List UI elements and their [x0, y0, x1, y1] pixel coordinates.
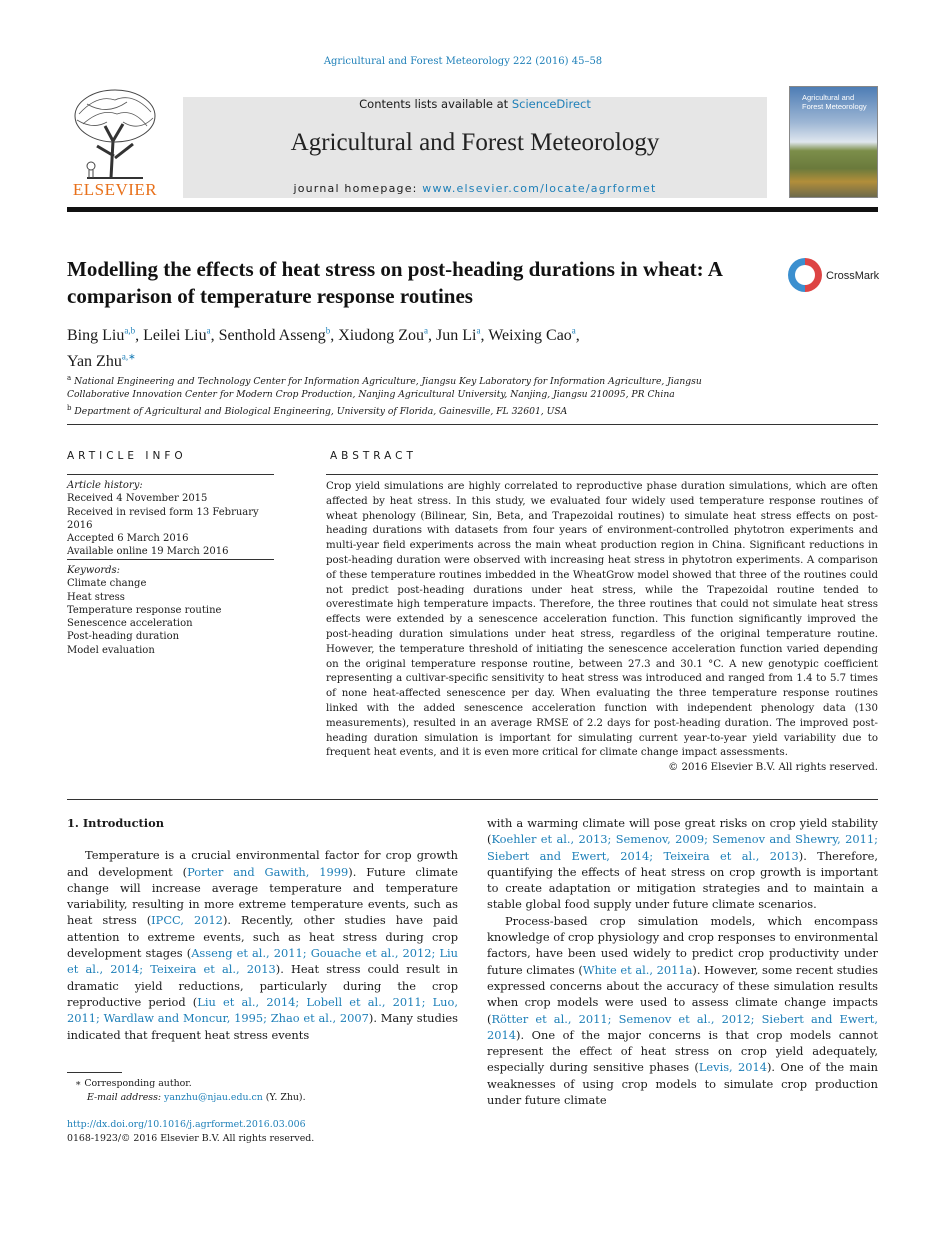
- author-affiliation-mark[interactable]: a: [424, 326, 429, 336]
- elsevier-tree-icon: [67, 86, 163, 182]
- abstract-copyright: © 2016 Elsevier B.V. All rights reserved.: [668, 762, 878, 773]
- affiliation-text: Department of Agricultural and Biological Engineering, University of Florida, Gainesville, FL 32601, USA: [74, 405, 568, 417]
- paragraph-text: ). Many studies indicated that frequent heat stress events: [67, 1011, 459, 1042]
- keyword-item: Post-heading duration: [67, 631, 180, 643]
- elsevier-wordmark: ELSEVIER: [72, 180, 158, 199]
- affiliation-item: [67, 402, 767, 418]
- author-separator: ,: [330, 327, 339, 345]
- email-link[interactable]: yanzhu@njau.edu.cn: [164, 1091, 263, 1103]
- paragraph-text: with a warming climate will pose great risks on crop yield stability (: [487, 816, 878, 847]
- author-affiliation-mark[interactable]: b: [325, 326, 331, 336]
- author-affiliation-mark[interactable]: a,b: [124, 326, 136, 336]
- author-name[interactable]: Weixing Cao: [488, 327, 572, 345]
- citation-link[interactable]: Rötter et al., 2011; Semenov et al., 2012; Siebert and Ewert, 2014: [487, 1011, 878, 1042]
- divider: [67, 559, 274, 560]
- affiliation-mark: b: [67, 403, 72, 412]
- homepage-link[interactable]: www.elsevier.com/locate/agrformet: [422, 182, 657, 195]
- keyword-item: Model evaluation: [67, 644, 155, 656]
- intro-paragraph: [67, 847, 458, 1043]
- author: [67, 327, 143, 344]
- author-name[interactable]: Bing Liu: [67, 327, 125, 345]
- author-separator: ,: [135, 327, 144, 345]
- history-item: Accepted 6 March 2016: [67, 533, 189, 545]
- doi-link[interactable]: http://dx.doi.org/10.1016/j.agrformet.2016.03.006: [67, 1119, 306, 1130]
- history-item: Received 4 November 2015: [67, 493, 208, 505]
- crossmark-badge[interactable]: [788, 258, 882, 294]
- corresponding-author-note: ∗ Corresponding author.: [75, 1078, 192, 1089]
- footnote-rule: [67, 1072, 122, 1073]
- citation-link[interactable]: Levis, 2014: [698, 1060, 767, 1075]
- intro-paragraph: [487, 815, 878, 913]
- history-label: Article history:: [67, 480, 143, 491]
- footnote: [67, 1077, 458, 1104]
- citation-link[interactable]: Porter and Gawith, 1999: [187, 864, 349, 879]
- paragraph-text: Temperature is a crucial environmental factor for crop growth and development (: [67, 848, 458, 879]
- paragraph-text: ). Future climate change will increase average temperature and temperature variability, resulting in more extreme temperature events, such as heat stress (: [67, 864, 458, 928]
- paragraph-text: ). Recently, other studies have paid attention to extreme events, such as heat stress during crop development stages (: [67, 913, 458, 961]
- author-affiliation-mark[interactable]: a: [476, 326, 481, 336]
- crossmark-icon: [788, 258, 822, 292]
- author: [488, 327, 580, 344]
- homepage-line: [183, 182, 767, 195]
- article-title: Modelling the effects of heat stress on post-heading durations in wheat: A comparison of temperature response routines: [67, 257, 722, 308]
- affiliation-item: [67, 372, 767, 402]
- keywords-label: Keywords:: [67, 565, 121, 576]
- author-separator: ,: [210, 327, 219, 345]
- journal-cover-image[interactable]: [789, 86, 878, 198]
- email-line: [67, 1091, 458, 1105]
- journal-banner: [183, 97, 767, 198]
- divider: [67, 424, 878, 425]
- history-item: Received in revised form 13 February 2016: [67, 506, 259, 531]
- author-separator: ,: [480, 327, 489, 345]
- abstract-heading: ABSTRACT: [330, 450, 417, 462]
- doi-block: [67, 1118, 458, 1145]
- body-column-right: [487, 815, 878, 1108]
- elsevier-logo: [67, 86, 163, 198]
- header-rule: [67, 207, 878, 212]
- author-list: [67, 321, 707, 372]
- author-affiliation-mark[interactable]: a: [206, 326, 211, 336]
- paragraph-text: ). Therefore, quantifying the effects of heat stress on crop growth is important to create adaptation or mitigation strategies and to maintain a stable global food supply under future climate scenarios.: [487, 848, 878, 912]
- article-info-heading: ARTICLE INFO: [67, 450, 187, 462]
- crossmark-label: CrossMark: [826, 270, 880, 282]
- affiliation-mark: a: [67, 374, 72, 382]
- abstract-text: Crop yield simulations are highly correlated to reproductive phase duration simulations, which are often affected by heat stress. In this study, we evaluated four widely used temperature response routines of wheat phenology (Bilinear, Sin, Beta, and Trapezoidal routines) to simulate heat stress effects on post-heading durations with datasets from four years of environment-controlled phytotron experiments and multi-year field experiments across the main wheat production region in China. Significant reductions in post-heading duration were observed with increasing heat stress in phytotron experiments. A comparison of these temperature routines imbedded in the WheatGrow model showed that three of the routines could not predict post-heading durations under heat stress, while the Trapezoidal routine tended to overestimate high temperature impacts. Therefore, the three routines that could not simulate heat stress effects were extended by a senescence acceleration function. This function significantly improved the post-heading duration simulations under heat stress, regardless of the original temperature routine. However, the temperature threshold of initiating the senescence acceleration function varied depending on the original temperature response routine, between 27.3 and 30.1 °C. A new genotypic coefficient representing a cultivar-specific sensitivity to heat stress was introduced and ranged from 1.4 to 5.7 times of none heat-affected senescence per day. When evaluating the three temperature response routines linked with the added senescence acceleration function with independent phenology data (130 measurements), resulted in an average RMSE of 2.2 days for post-heading duration. The improved post-heading duration simulation is important for simulating current year-to-year yield variability due to frequent heat events, and it is even more critical for climate change impact assessments.: [326, 481, 878, 759]
- author: [143, 327, 219, 344]
- author: [436, 327, 488, 344]
- email-suffix: (Y. Zhu).: [262, 1091, 306, 1103]
- paragraph-text: ). One of the main weaknesses of using crop models to simulate crop production under future climate: [487, 1060, 878, 1108]
- keyword-item: Senescence acceleration: [67, 618, 193, 630]
- contents-prefix: Contents lists available at: [359, 97, 512, 111]
- citation-link[interactable]: White et al., 2011a: [582, 962, 693, 977]
- affiliation-text: National Engineering and Technology Center for Information Agriculture, Jiangsu Key Laboratory for Information Agriculture, Jiangsu Collaborative Innovation Center for Modern Crop Production, Nanjing Agricultural University, Nanjing, Jiangsu 210095, PR China: [67, 376, 702, 401]
- journal-citation[interactable]: Agricultural and Forest Meteorology 222 (2016) 45–58: [323, 56, 603, 67]
- section-heading: 1. Introduction: [67, 816, 164, 830]
- divider: [326, 474, 878, 475]
- cover-title: Agricultural and Forest Meteorology: [802, 93, 867, 111]
- journal-header: [67, 86, 878, 208]
- author-separator: ,: [575, 327, 580, 345]
- contents-line: [183, 97, 767, 111]
- author: [219, 327, 339, 344]
- keyword-item: Climate change: [67, 578, 147, 590]
- divider: [67, 799, 878, 800]
- author-name[interactable]: Senthold Asseng: [218, 327, 326, 345]
- intro-paragraph: [487, 913, 878, 1109]
- divider: [67, 474, 274, 475]
- author-name[interactable]: Leilei Liu: [143, 327, 207, 345]
- body-column-left: [67, 815, 458, 1043]
- author: [338, 327, 436, 344]
- article-history: [67, 479, 282, 559]
- sciencedirect-link[interactable]: ScienceDirect: [511, 97, 591, 111]
- keyword-item: Temperature response routine: [67, 604, 222, 616]
- journal-title: Agricultural and Forest Meteorology: [290, 129, 660, 156]
- author-separator: ,: [428, 327, 437, 345]
- citation-link[interactable]: Asseng et al., 2011; Gouache et al., 2012; Liu et al., 2014; Teixeira et al., 2013: [67, 946, 459, 977]
- citation-link[interactable]: Liu et al., 2014; Lobell et al., 2011; Luo, 2011; Wardlaw and Moncur, 1995; Zhao et al., 2007: [67, 994, 458, 1026]
- history-item: Available online 19 March 2016: [67, 546, 229, 558]
- email-label: E-mail address:: [87, 1091, 165, 1103]
- citation-link[interactable]: Koehler et al., 2013; Semenov, 2009; Semenov and Shewry, 2011; Siebert and Ewert, 2014; Teixeira et al., 2013: [487, 832, 878, 863]
- author-affiliation-mark[interactable]: a,∗: [121, 351, 136, 362]
- author-name[interactable]: Xiudong Zou: [338, 327, 425, 345]
- author-name[interactable]: Jun Li: [436, 327, 477, 345]
- keyword-item: Heat stress: [67, 591, 125, 603]
- author-affiliation-mark[interactable]: a: [571, 326, 576, 336]
- affiliations: [67, 372, 767, 418]
- keywords: [67, 564, 282, 657]
- citation-link[interactable]: IPCC, 2012: [151, 913, 223, 928]
- author: [67, 353, 136, 370]
- paragraph-text: ). However, some recent studies expressed concerns about the accuracy of these simulation results when crop models were used to assess climate change impacts (: [487, 962, 878, 1026]
- homepage-prefix: journal homepage:: [293, 182, 423, 195]
- paragraph-text: ). One of the major concerns is that crop models cannot represent the effect of heat stress on crop yield adequately, especially during sensitive phases (: [487, 1027, 878, 1075]
- paragraph-text: ). Heat stress could result in dramatic yield reductions, particularly during the crop reproductive period (: [67, 962, 458, 1009]
- issn-line: 0168-1923/© 2016 Elsevier B.V. All rights reserved.: [67, 1132, 315, 1144]
- author-name[interactable]: Yan Zhu: [67, 352, 122, 370]
- paragraph-text: Process-based crop simulation models, which encompass knowledge of crop physiology and crop responses to environmental factors, have been used widely to predict crop productivity under future climates (: [487, 913, 878, 977]
